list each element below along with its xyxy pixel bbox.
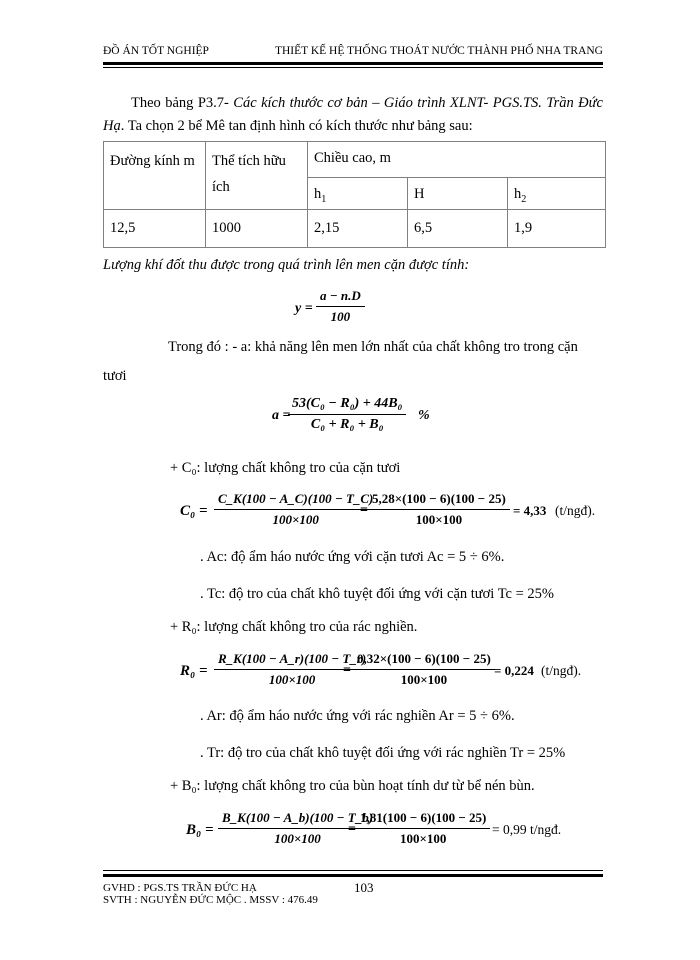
dimension-table [103, 141, 606, 248]
c0-ac: . Ac: độ ẩm háo nước ứng với cặn tươi Ac = 5 ÷ 6%. [200, 549, 505, 565]
b0-eq-sign: = [348, 822, 356, 837]
footer-svth: SVTH : NGUYỄN ĐỨC MỘC . MSSV : 476.49 [103, 894, 318, 906]
r0-label: + R₀: lượng chất không tro của rác nghiền. [170, 619, 418, 635]
intro-rest: . Ta chọn 2 bể Mê tan định hình có kích thước như bảng sau: [120, 118, 473, 134]
footer-gvhd: GVHD : PGS.TS TRẦN ĐỨC HẠ [103, 882, 257, 894]
intro-paragraph [103, 92, 603, 138]
page-number: 103 [354, 880, 374, 895]
gas-heading: Lượng khí đốt thu được trong quá trình lên men cặn được tính: [103, 257, 470, 273]
c0-label: + C₀: lượng chất không tro của cặn tươi [170, 460, 401, 476]
col-H: H [408, 178, 508, 210]
r0-result: = 0,224 [494, 663, 534, 678]
where-line-2: tươi [103, 368, 127, 384]
cell-H: 6,5 [408, 210, 508, 248]
header-left: ĐỒ ÁN TỐT NGHIỆP [103, 45, 209, 57]
c0-unit: (t/ngđ). [555, 503, 596, 518]
eq-y-num: a − n.D [320, 288, 361, 303]
col-h1: $h_1$ [308, 178, 408, 210]
r0-fraction-1: $\frac{R\_K(100 - A\_r)(100 - T\_r)}{100\times 100}$ [216, 651, 368, 688]
c0-lhs: C₀ = [180, 503, 208, 519]
footer-rule-thin [103, 870, 603, 871]
header-rule-thin [103, 67, 603, 68]
eq-y-den: 100 [316, 306, 365, 325]
intro-reference: Các kích thước cơ bản – Giáo trình XLNT- PGS.TS. Trần Đức Hạ [103, 95, 603, 134]
c0-result: = 4,33 [513, 503, 547, 518]
b0-fraction-2: $\frac{1,81(100 - 6)(100 - 25)}{100\times 100}$ [358, 810, 488, 847]
intro-lead: Theo bảng P3.7- [131, 95, 234, 111]
cell-diameter: 12,5 [104, 210, 206, 248]
eq-y-fraction [318, 288, 363, 325]
b0-result: = 0,99 t/ngđ. [492, 822, 562, 837]
eq-a-lhs: a = [272, 408, 291, 423]
cell-h2: 1,9 [508, 210, 606, 248]
b0-label: + B₀: lượng chất không tro của bùn hoạt tính dư từ bể nén bùn. [170, 778, 535, 794]
where-line-1: Trong đó : - a: khả năng lên men lớn nhất của chất không tro trong cặn [168, 339, 578, 355]
r0-fraction-2: $\frac{0,32\times(100 - 6)(100 - 25)}{100\times 100}$ [355, 651, 493, 688]
c0-tc: . Tc: độ tro của chất khô tuyệt đối ứng với cặn tươi Tc = 25% [200, 586, 554, 602]
c0-eq-sign: = [360, 503, 368, 518]
header-rule-thick [103, 62, 603, 65]
c0-fraction-2: $\frac{5,28\times(100 - 6)(100 - 25)}{100\times 100}$ [370, 491, 508, 528]
footer-rule-thick [103, 874, 603, 877]
c0-fraction-1: $\frac{C\_K(100 - A\_C)(100 - T\_C)}{100\times 100}$ [216, 491, 375, 528]
r0-ar: . Ar: độ ẩm háo nước ứng với rác nghiền Ar = 5 ÷ 6%. [200, 708, 515, 724]
eq-a-den: C₀ + R₀ + B₀ [288, 414, 406, 433]
cell-h1: 2,15 [308, 210, 408, 248]
col-diameter: Đường kính m [104, 142, 206, 210]
col-height: Chiều cao, m [308, 142, 606, 178]
eq-a-unit: % [418, 408, 430, 423]
b0-fraction-1: $\frac{B\_K(100 - A\_b)(100 - T\_b)}{100\times 100}$ [220, 810, 375, 847]
eq-y-lhs: y = [295, 301, 313, 316]
r0-eq-sign: = [343, 663, 351, 678]
header-right: THIẾT KẾ HỆ THỐNG THOÁT NƯỚC THÀNH PHỐ NHA TRANG [274, 45, 603, 57]
cell-volume: 1000 [206, 210, 308, 248]
eq-a-num: 53(C₀ − R₀) + 44B₀ [292, 396, 403, 411]
b0-lhs: B₀ = [186, 822, 214, 838]
r0-tr: . Tr: độ tro của chất khô tuyệt đối ứng với rác nghiền Tr = 25% [200, 745, 566, 761]
col-h2: $h_2$ [508, 178, 606, 210]
r0-lhs: R₀ = [180, 663, 208, 679]
r0-unit: (t/ngđ). [541, 663, 582, 678]
eq-a-fraction [290, 396, 404, 433]
col-volume: Thể tích hữu ích [206, 142, 308, 210]
